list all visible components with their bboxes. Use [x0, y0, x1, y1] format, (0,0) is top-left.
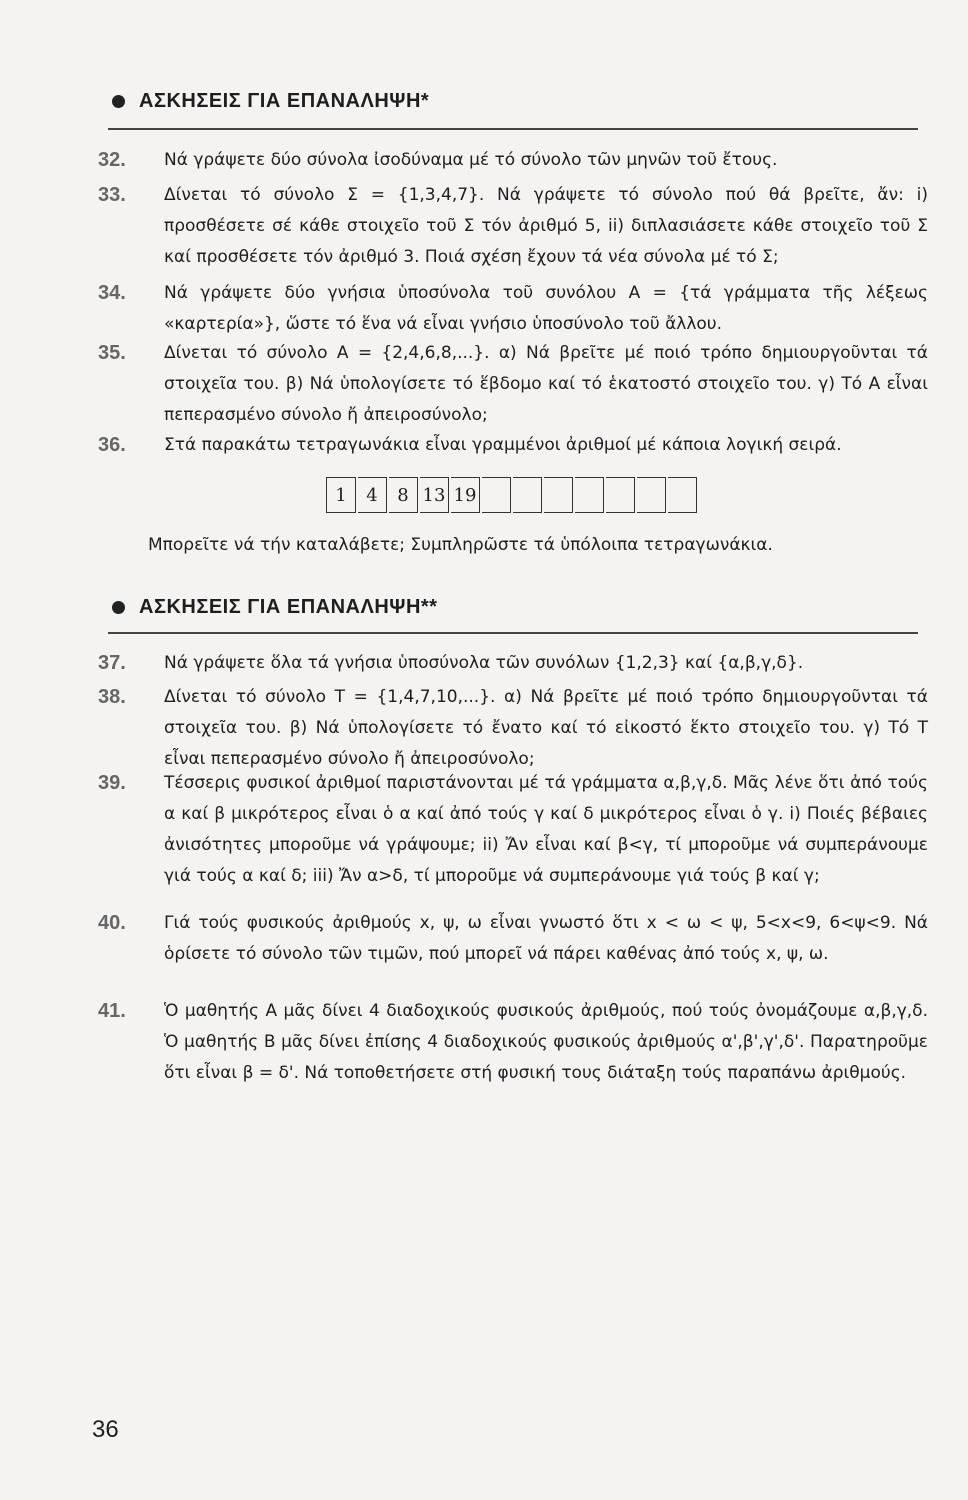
- exercise-number: 35.: [98, 342, 126, 364]
- section-heading-2: [112, 596, 437, 619]
- section-heading-1: [112, 90, 429, 113]
- sequence-cell: [544, 477, 573, 513]
- exercise-text: Ὁ μαθητής Α μᾶς δίνει 4 διαδοχικούς φυσικούς ἀριθμούς, πού τούς ὀνομάζουμε α,β,γ,δ. Ὁ μαθητής Β μᾶς δίνει ἐπίσης 4 διαδοχικούς φυσικούς ἀριθμούς α',β',γ',δ'. Παρατηροῦμε ὅτι εἶναι β = δ'. Νά τοποθετήσετε στή φυσική τους διάταξη τούς παραπάνω ἀριθμούς.: [164, 1001, 928, 1083]
- section-title: ΑΣΚΗΣΕΙΣ ΓΙΑ ΕΠΑΝΑΛΗΨΗ**: [139, 596, 438, 618]
- page-number: 36: [92, 1416, 119, 1443]
- sequence-cell: 13: [420, 477, 449, 513]
- exercise-text: Τέσσερις φυσικοί ἀριθμοί παριστάνονται μέ τά γράμματα α,β,γ,δ. Μᾶς λένε ὅτι ἀπό τούς α καί β μικρότερος εἶναι ὁ α καί ἀπό τούς γ καί δ μικρότερος εἶναι ὁ γ. i) Ποιές βέβαιες ἀνισότητες μποροῦμε νά γράψουμε; ii) Ἄν εἶναι καί β<γ, τί μποροῦμε νά συμπεράνουμε γιά τούς α καί δ; iii) Ἄν α>δ, τί μποροῦμε νά συμπεράνουμε γιά τούς β καί γ;: [164, 773, 928, 886]
- sequence-cell: 8: [389, 477, 418, 513]
- section-rule: [108, 632, 918, 634]
- sequence-note: Μπορεῖτε νά τήν καταλάβετε; Συμπληρῶστε τά ὑπόλοιπα τετραγωνάκια.: [148, 535, 773, 555]
- exercise-number: 39.: [98, 772, 126, 794]
- sequence-cell: [575, 477, 604, 513]
- sequence-cell: [482, 477, 511, 513]
- exercise-text: Δίνεται τό σύνολο Σ = {1,3,4,7}. Νά γράψετε τό σύνολο πού θά βρεῖτε, ἄν: i) προσθέσετε σέ κάθε στοιχεῖο τοῦ Σ τόν ἀριθμό 5, ii) διπλασιάσετε κάθε στοιχεῖο τοῦ Σ καί προσθέσετε τόν ἀριθμό 3. Ποιά σχέση ἔχουν τά νέα σύνολα μέ τό Σ;: [164, 185, 928, 267]
- exercise-34: [98, 278, 928, 340]
- sequence-cell: [668, 477, 697, 513]
- sequence-cell: [637, 477, 666, 513]
- bullet-icon: [112, 95, 125, 108]
- exercise-41: [98, 996, 928, 1089]
- exercise-35: [98, 338, 928, 431]
- number-sequence-boxes: [326, 477, 699, 513]
- sequence-cell: [513, 477, 542, 513]
- section-rule: [108, 128, 918, 130]
- exercise-text: Στά παρακάτω τετραγωνάκια εἶναι γραμμένοι ἀριθμοί μέ κάποια λογική σειρά.: [164, 435, 842, 455]
- exercise-40: [98, 908, 928, 970]
- exercise-number: 32.: [98, 149, 126, 171]
- sequence-cell: 1: [327, 477, 356, 513]
- exercise-number: 41.: [98, 1000, 126, 1022]
- sequence-cell: [606, 477, 635, 513]
- exercise-number: 38.: [98, 686, 126, 708]
- exercise-text: Νά γράψετε δύο σύνολα ἰσοδύναμα μέ τό σύνολο τῶν μηνῶν τοῦ ἔτους.: [164, 150, 778, 170]
- exercise-32: [98, 145, 928, 176]
- exercise-number: 33.: [98, 184, 126, 206]
- sequence-cell: 19: [451, 477, 480, 513]
- exercise-text: Νά γράψετε δύο γνήσια ὑποσύνολα τοῦ συνόλου Α = {τά γράμματα τῆς λέξεως «καρτερία»}, ὥστε τό ἕνα νά εἶναι γνήσιο ὑποσύνολο τοῦ ἄλλου.: [164, 283, 928, 334]
- exercise-text: Δίνεται τό σύνολο Τ = {1,4,7,10,...}. α) Νά βρεῖτε μέ ποιό τρόπο δημιουργοῦνται τά στοιχεῖα του. β) Νά ὑπολογίσετε τό ἔνατο καί τό εἰκοστό ἕκτο στοιχεῖο του. γ) Τό Τ εἶναι πεπερασμένο σύνολο ἤ ἀπειροσύνολο;: [164, 687, 928, 769]
- section-title: ΑΣΚΗΣΕΙΣ ΓΙΑ ΕΠΑΝΑΛΗΨΗ*: [139, 90, 430, 112]
- exercise-number: 34.: [98, 282, 126, 304]
- bullet-icon: [112, 601, 125, 614]
- exercise-39: [98, 768, 928, 892]
- sequence-cell: 4: [358, 477, 387, 513]
- exercise-38: [98, 682, 928, 775]
- exercise-36: [98, 430, 928, 461]
- exercise-33: [98, 180, 928, 273]
- exercise-text: Νά γράψετε ὅλα τά γνήσια ὑποσύνολα τῶν συνόλων {1,2,3} καί {α,β,γ,δ}.: [164, 653, 804, 673]
- exercise-number: 37.: [98, 652, 126, 674]
- exercise-text: Δίνεται τό σύνολο Α = {2,4,6,8,...}. α) Νά βρεῖτε μέ ποιό τρόπο δημιουργοῦνται τά στοιχεῖα του. β) Νά ὑπολογίσετε τό ἕβδομο καί τό ἑκατοστό στοιχεῖο του. γ) Τό Α εἶναι πεπερασμένο σύνολο ἤ ἀπειροσύνολο;: [164, 343, 928, 425]
- exercise-text: Γιά τούς φυσικούς ἀριθμούς x, ψ, ω εἶναι γνωστό ὅτι x < ω < ψ, 5<x<9, 6<ψ<9. Νά ὁρίσετε τό σύνολο τῶν τιμῶν, πού μπορεῖ νά πάρει καθένας ἀπό τούς x, ψ, ω.: [164, 913, 928, 964]
- exercise-number: 40.: [98, 912, 126, 934]
- exercise-number: 36.: [98, 434, 126, 456]
- exercise-37: [98, 648, 928, 679]
